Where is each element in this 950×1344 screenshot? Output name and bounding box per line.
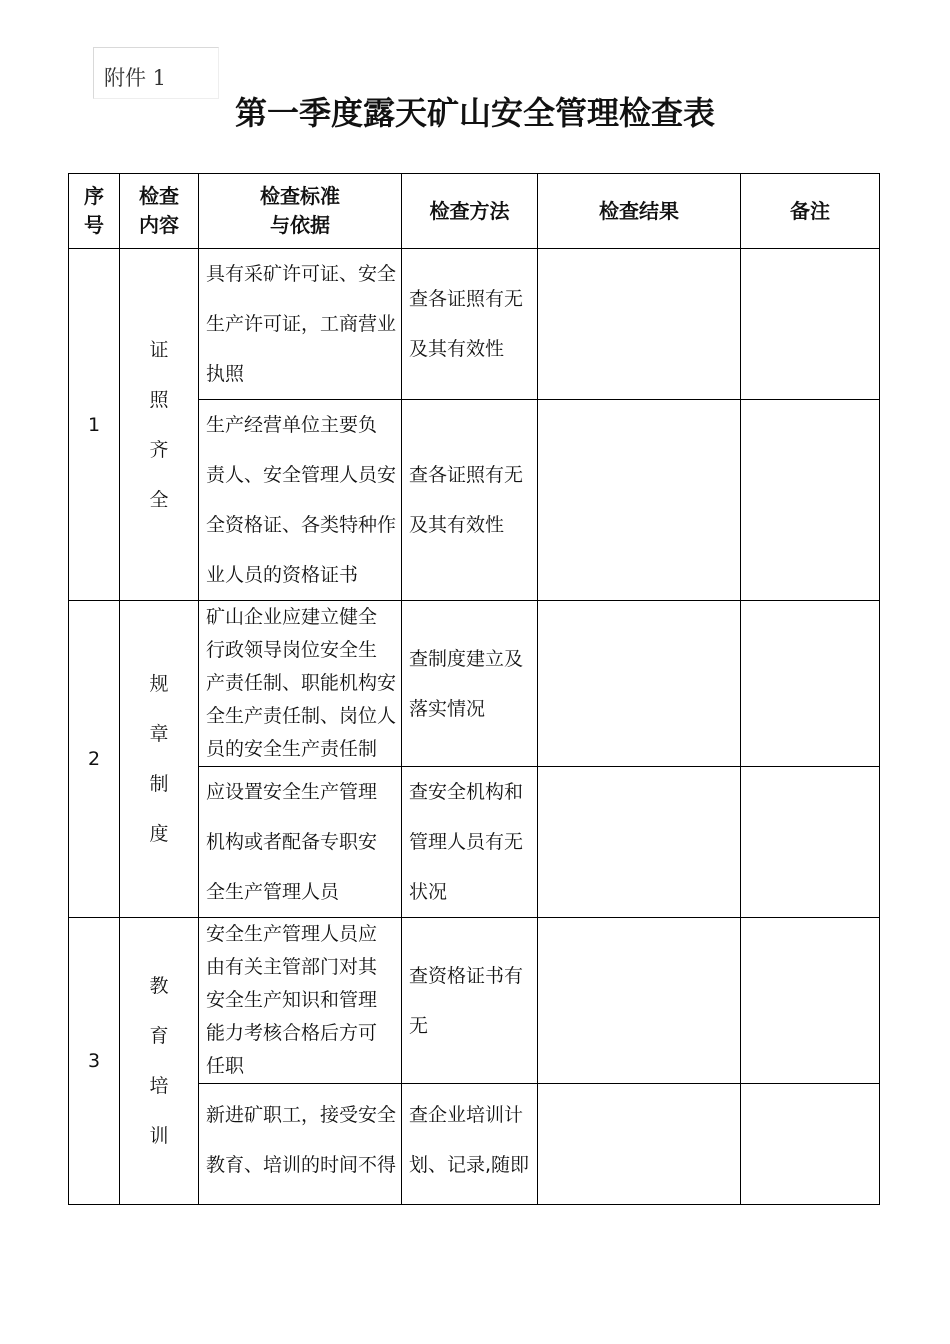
result-cell[interactable] xyxy=(538,400,741,601)
header-standard: 检查标准 与依据 xyxy=(199,174,402,249)
result-cell[interactable] xyxy=(538,601,741,767)
header-remark: 备注 xyxy=(741,174,880,249)
header-result: 检查结果 xyxy=(538,174,741,249)
header-row xyxy=(69,174,880,249)
standard-cell: 新进矿职工，接受安全 教育、培训的时间不得 xyxy=(199,1084,402,1205)
content-cell: 教 育 培 训 xyxy=(120,918,199,1205)
result-cell[interactable] xyxy=(538,1084,741,1205)
remark-cell[interactable] xyxy=(741,918,880,1084)
content-cell: 规 章 制 度 xyxy=(120,601,199,918)
method-cell: 查各证照有无 及其有效性 xyxy=(402,249,538,400)
method-cell: 查制度建立及 落实情况 xyxy=(402,601,538,767)
method-cell: 查企业培训计 划、记录,随即 xyxy=(402,1084,538,1205)
remark-cell[interactable] xyxy=(741,767,880,918)
standard-cell: 矿山企业应建立健全 行政领导岗位安全生 产责任制、职能机构安 全生产责任制、岗位人 员的安全生产责任制 xyxy=(199,601,402,767)
result-cell[interactable] xyxy=(538,767,741,918)
result-cell[interactable] xyxy=(538,249,741,400)
seq-cell: 3 xyxy=(69,918,120,1205)
remark-cell[interactable] xyxy=(741,249,880,400)
header-seq: 序 号 xyxy=(69,174,120,249)
remark-cell[interactable] xyxy=(741,1084,880,1205)
table-row xyxy=(69,918,880,1084)
method-cell: 查各证照有无 及其有效性 xyxy=(402,400,538,601)
remark-cell[interactable] xyxy=(741,400,880,601)
seq-cell: 2 xyxy=(69,601,120,918)
standard-cell: 生产经营单位主要负 责人、安全管理人员安 全资格证、各类特种作 业人员的资格证书 xyxy=(199,400,402,601)
standard-cell: 具有采矿许可证、安全 生产许可证，工商营业 执照 xyxy=(199,249,402,400)
seq-cell: 1 xyxy=(69,249,120,601)
table-row xyxy=(69,249,880,400)
page-title: 第一季度露天矿山安全管理检查表 xyxy=(234,94,715,132)
header-content: 检查 内容 xyxy=(120,174,199,249)
remark-cell[interactable] xyxy=(741,601,880,767)
standard-cell: 安全生产管理人员应 由有关主管部门对其 安全生产知识和管理 能力考核合格后方可 任职 xyxy=(199,918,402,1084)
table-row xyxy=(69,601,880,767)
content-cell: 证 照 齐 全 xyxy=(120,249,199,601)
inspection-table xyxy=(68,173,880,1205)
result-cell[interactable] xyxy=(538,918,741,1084)
standard-cell: 应设置安全生产管理 机构或者配备专职安 全生产管理人员 xyxy=(199,767,402,918)
method-cell: 查资格证书有 无 xyxy=(402,918,538,1084)
header-method: 检查方法 xyxy=(402,174,538,249)
attachment-label: 附件 1 xyxy=(104,66,167,90)
method-cell: 查安全机构和 管理人员有无 状况 xyxy=(402,767,538,918)
